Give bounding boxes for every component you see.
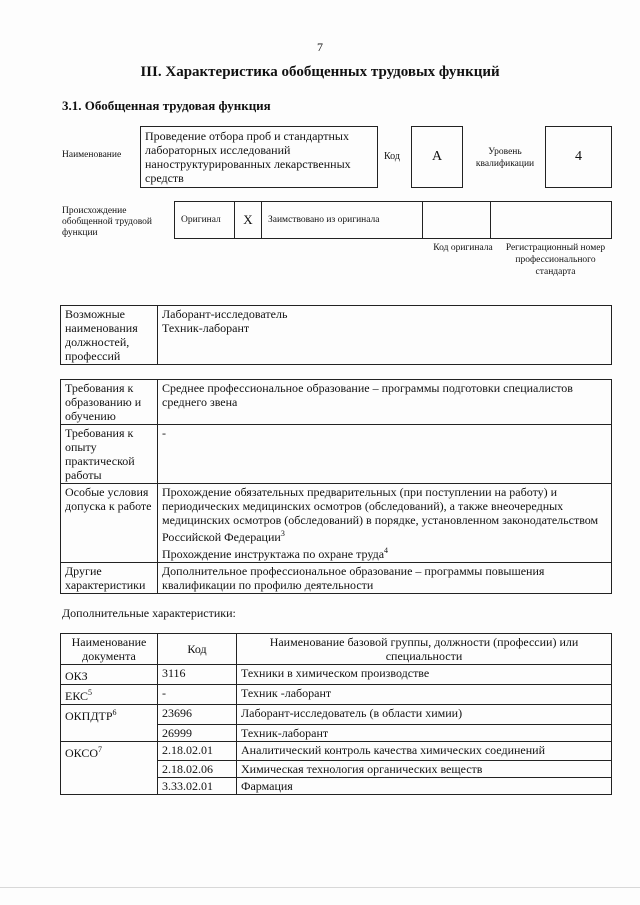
row-doc: [61, 685, 158, 705]
req-label: Требования к опыту практической работы: [61, 425, 158, 484]
origin-reg-caption: Регистрационный номер профессионального стандарта: [505, 243, 606, 277]
table-row: [61, 724, 612, 741]
row-code: 2.18.02.06: [158, 761, 237, 778]
code-value: А: [411, 126, 463, 188]
page-number: 7: [317, 40, 323, 54]
professions-values: [158, 306, 612, 365]
row-code: -: [158, 685, 237, 705]
req-label: Требования к образованию и обучению: [61, 380, 158, 425]
footnote-ref: 4: [384, 546, 389, 555]
req-text: Прохождение инструктажа по охране труда: [162, 547, 385, 561]
level-value: 4: [545, 126, 612, 188]
level-label: Уровень квалификации: [475, 147, 535, 169]
row-name: Техник-лаборант: [237, 724, 612, 741]
origin-original: Оригинал: [175, 202, 235, 238]
professions-label: Возможные наименования должностей, профессий: [61, 306, 158, 365]
row-name: Техник -лаборант: [237, 685, 612, 705]
row-name: Техники в химическом производстве: [237, 665, 612, 685]
req-value: [158, 484, 612, 563]
row-code: 3116: [158, 665, 237, 685]
code-label: Код: [384, 151, 400, 162]
function-name: Проведение отбора проб и стандартных лабораторных исследований наноструктурированных лекарственных средств: [140, 126, 378, 188]
footnote-ref: 6: [112, 708, 117, 717]
table-row: [61, 778, 612, 795]
req-value: Дополнительное профессиональное образование – программы повышения квалификации по профилю деятельности: [158, 563, 612, 594]
requirements-table: [60, 379, 612, 594]
doc-name: ОКЗ: [65, 669, 88, 683]
subsection-title: 3.1. Обобщенная трудовая функция: [62, 98, 271, 113]
req-label: Другие характеристики: [61, 563, 158, 594]
req-label: Особые условия допуска к работе: [61, 484, 158, 563]
row-doc: [61, 778, 158, 795]
header-doc: Наименование документа: [61, 634, 158, 665]
origin-label: Происхождение обобщенной трудовой функции: [62, 206, 152, 238]
req-text: Прохождение обязательных предварительных (при поступлении на работу) и периодических медицинских осмотров (обследований), а также внеочередных медицинских осмотров (обследований) в порядке, установленном законодательством Российской Федерации: [162, 485, 599, 544]
professions-table: [60, 305, 612, 365]
section-title: III. Характеристика обобщенных трудовых функций: [140, 64, 500, 80]
extra-table: [60, 633, 612, 795]
table-row: [61, 741, 612, 761]
doc-name: ОКСО: [65, 745, 99, 760]
table-row: [61, 705, 612, 725]
profession-item: Лаборант-исследователь: [162, 307, 288, 321]
footnote-ref: 5: [88, 688, 93, 697]
row-code: 23696: [158, 705, 237, 725]
origin-mark: X: [235, 202, 262, 238]
doc-name: ОКПДТР: [65, 709, 113, 723]
req-value: Среднее профессиональное образование – программы подготовки специалистов среднего звена: [158, 380, 612, 425]
row-doc: [61, 741, 158, 761]
row-doc: [61, 724, 158, 741]
header-code: Код: [158, 634, 237, 665]
row-doc: [61, 665, 158, 685]
row-name: Аналитический контроль качества химических соединений: [237, 741, 612, 761]
req-value: -: [158, 425, 612, 484]
row-code: 2.18.02.01: [158, 741, 237, 761]
row-name: Лаборант-исследователь (в области химии): [237, 705, 612, 725]
table-row: [61, 761, 612, 778]
row-doc: [61, 705, 158, 725]
profession-item: Техник-лаборант: [162, 321, 250, 335]
table-row: [61, 665, 612, 685]
footnote-ref: 3: [280, 529, 285, 538]
row-name: Химическая технология органических веществ: [237, 761, 612, 778]
header-name: Наименование базовой группы, должности (профессии) или специальности: [237, 634, 612, 665]
origin-reg-cell: [491, 202, 611, 238]
extra-table-body: [61, 665, 612, 795]
row-doc: [61, 761, 158, 778]
extra-label: Дополнительные характеристики:: [62, 606, 236, 620]
row-name: Фармация: [237, 778, 612, 795]
footnote-ref: 7: [98, 744, 103, 754]
table-row: [61, 685, 612, 705]
origin-borrowed: Заимствовано из оригинала: [262, 202, 423, 238]
name-label: Наименование: [62, 150, 122, 160]
row-code: 26999: [158, 724, 237, 741]
row-code: 3.33.02.01: [158, 778, 237, 795]
page-edge: [0, 887, 640, 888]
origin-code-cell: [423, 202, 491, 238]
origin-row: [174, 201, 612, 239]
origin-code-caption: Код оригинала: [433, 243, 493, 253]
doc-name: ЕКС: [65, 689, 89, 703]
